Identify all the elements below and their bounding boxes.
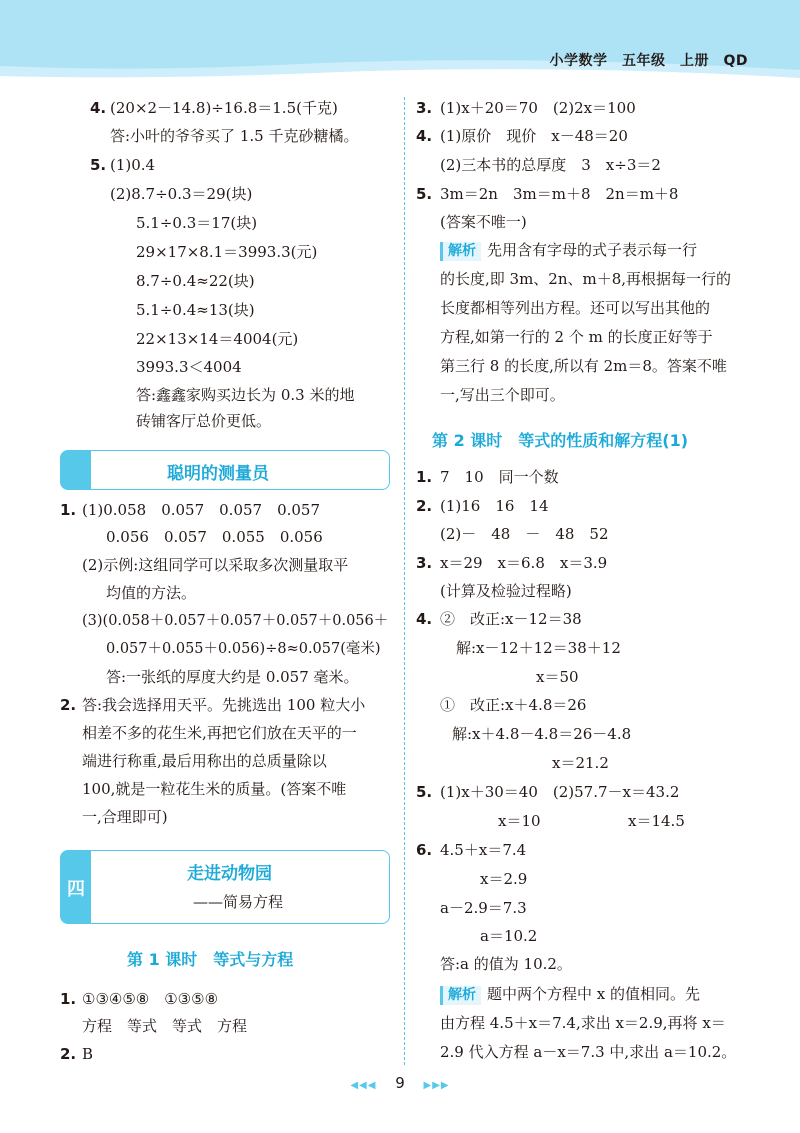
answer-line: 方程 等式 等式 方程 <box>82 1017 248 1035</box>
answer-line: a＝10.2 <box>480 927 538 945</box>
analysis-line: 第三行 8 的长度,所以有 2m＝8。答案不唯 <box>440 357 727 375</box>
analysis-line <box>440 984 700 1005</box>
column-divider <box>404 97 405 1065</box>
question-number: 2. <box>60 1045 77 1063</box>
answer-line: 答:我会选择用天平。先挑选出 100 粒大小 <box>82 696 366 714</box>
answer-line: 8.7÷0.4≈22(块) <box>136 272 255 290</box>
question-number: 5. <box>416 783 433 801</box>
answer-line: 解:x＋4.8－4.8＝26－4.8 <box>452 725 632 743</box>
answer-line: (1)x＋30＝40 (2)57.7－x＝43.2 <box>440 783 680 801</box>
answer-line: (计算及检验过程略) <box>440 582 572 600</box>
answer-line: 答:小叶的爷爷买了 1.5 千克砂糖橘。 <box>110 127 359 145</box>
answer-line: 答:一张纸的厚度大约是 0.057 毫米。 <box>106 668 359 686</box>
section-title: 聪明的测量员 <box>167 464 269 484</box>
question-number: 4. <box>416 610 433 628</box>
page-footer <box>0 1074 800 1092</box>
answer-line: (3)(0.058＋0.057＋0.057＋0.057＋0.056＋ <box>82 613 389 629</box>
section-tab <box>61 451 91 489</box>
answer-line: 答:a 的值为 10.2。 <box>440 955 572 973</box>
answer-line: ② 改正:x－12＝38 <box>440 610 582 628</box>
question-number: 2. <box>60 696 77 714</box>
answer-line: 均值的方法。 <box>106 584 197 602</box>
answer-line: 100,就是一粒花生米的质量。(答案不唯 <box>82 780 347 798</box>
question-number: 5. <box>416 185 433 203</box>
question-number: 1. <box>416 468 433 486</box>
answer-line: x＝14.5 <box>628 812 685 830</box>
answer-line: 相差不多的花生米,再把它们放在天平的一 <box>82 724 357 742</box>
question-number: 5. <box>90 156 107 174</box>
answer-line: (答案不唯一) <box>440 213 527 231</box>
analysis-line <box>440 240 697 261</box>
answer-line: 端进行称重,最后用称出的总质量除以 <box>82 752 327 770</box>
answer-line: 3993.3＜4004 <box>136 358 242 376</box>
analysis-line: 一,写出三个即可。 <box>440 386 565 404</box>
section-header-box <box>60 450 390 490</box>
analysis-tag: 解析 <box>440 986 481 1005</box>
question-number: 2. <box>416 497 433 515</box>
answer-line: x＝2.9 <box>480 870 528 888</box>
answer-line: (1)原价 现价 x－48＝20 <box>440 127 628 145</box>
answer-line: (2)示例:这组同学可以采取多次测量取平 <box>82 556 349 574</box>
answer-line: 29×17×8.1＝3993.3(元) <box>136 243 318 261</box>
header-band <box>0 0 800 95</box>
answer-line: ①③④⑤⑧ ①③⑤⑧ <box>82 990 219 1008</box>
answer-line: x＝10 <box>498 812 541 830</box>
answer-line: (1)x＋20＝70 (2)2x＝100 <box>440 99 636 117</box>
question-number: 4. <box>416 127 433 145</box>
analysis-line: 由方程 4.5＋x＝7.4,求出 x＝2.9,再将 x＝ <box>440 1014 726 1032</box>
analysis-line: 方程,如第一行的 2 个 m 的长度正好等于 <box>440 328 713 346</box>
analysis-line: 长度都相等列出方程。还可以写出其他的 <box>440 299 711 317</box>
next-arrows-icon: ▶▶▶ <box>423 1080 450 1091</box>
answer-line: 0.057＋0.055＋0.056)÷8≈0.057(毫米) <box>106 641 381 657</box>
answer-line: (1)0.058 0.057 0.057 0.057 <box>82 501 321 519</box>
analysis-line: 的长度,即 3m、2n、m＋8,再根据每一行的 <box>440 270 732 288</box>
header-course-info: 小学数学 五年级 上册 QD <box>549 53 748 69</box>
answer-line: 5.1÷0.4≈13(块) <box>136 301 255 319</box>
unit-title: 走进动物园 <box>187 864 272 884</box>
analysis-text: 题中两个方程中 x 的值相同。先 <box>487 985 700 1003</box>
answer-line: (2)三本书的总厚度 3 x÷3＝2 <box>440 156 661 174</box>
answer-line: 答:鑫鑫家购买边长为 0.3 米的地 <box>136 386 355 404</box>
question-number: 6. <box>416 841 433 859</box>
answer-line: 3m＝2n 3m＝m＋8 2n＝m＋8 <box>440 185 679 203</box>
answer-line: 7 10 同一个数 <box>440 468 559 486</box>
question-number: 3. <box>416 554 433 572</box>
answer-line: 0.056 0.057 0.055 0.056 <box>106 528 323 546</box>
unit-subtitle: ——简易方程 <box>193 893 284 911</box>
answer-line: x＝29 x＝6.8 x＝3.9 <box>440 554 608 572</box>
analysis-line: 2.9 代入方程 a－x＝7.3 中,求出 a＝10.2。 <box>440 1043 737 1061</box>
analysis-tag: 解析 <box>440 242 481 261</box>
lesson-title: 第 1 课时 等式与方程 <box>127 950 294 969</box>
answer-line: 22×13×14＝4004(元) <box>136 330 299 348</box>
question-number: 1. <box>60 990 77 1008</box>
answer-line: a－2.9＝7.3 <box>440 899 527 917</box>
answer-line: ① 改正:x＋4.8＝26 <box>440 696 587 714</box>
answer-line: x＝50 <box>536 668 579 686</box>
answer-line: 5.1÷0.3＝17(块) <box>136 214 258 232</box>
answer-line: (1)16 16 14 <box>440 497 549 515</box>
analysis-text: 先用含有字母的式子表示每一行 <box>487 241 698 259</box>
prev-arrows-icon: ◀◀◀ <box>350 1080 377 1091</box>
answer-line: (1)0.4 <box>110 156 156 174</box>
unit-number: 四 <box>67 879 85 900</box>
answer-line: (2)8.7÷0.3＝29(块) <box>110 185 253 203</box>
page-number: 9 <box>395 1074 405 1092</box>
answer-line: 4.5＋x＝7.4 <box>440 841 527 859</box>
lesson-title: 第 2 课时 等式的性质和解方程(1) <box>432 431 689 450</box>
answer-line: 解:x－12＋12＝38＋12 <box>456 639 621 657</box>
question-number: 4. <box>90 99 107 117</box>
question-number: 1. <box>60 501 77 519</box>
answer-line: 砖铺客厅总价更低。 <box>136 412 272 430</box>
question-number: 3. <box>416 99 433 117</box>
answer-line: 一,合理即可) <box>82 808 168 826</box>
answer-line: (2)－ 48 － 48 52 <box>440 525 609 543</box>
answer-line: x＝21.2 <box>552 754 609 772</box>
unit-header-box <box>60 850 390 924</box>
answer-line: B <box>82 1045 94 1063</box>
answer-line: (20×2－14.8)÷16.8＝1.5(千克) <box>110 99 338 117</box>
